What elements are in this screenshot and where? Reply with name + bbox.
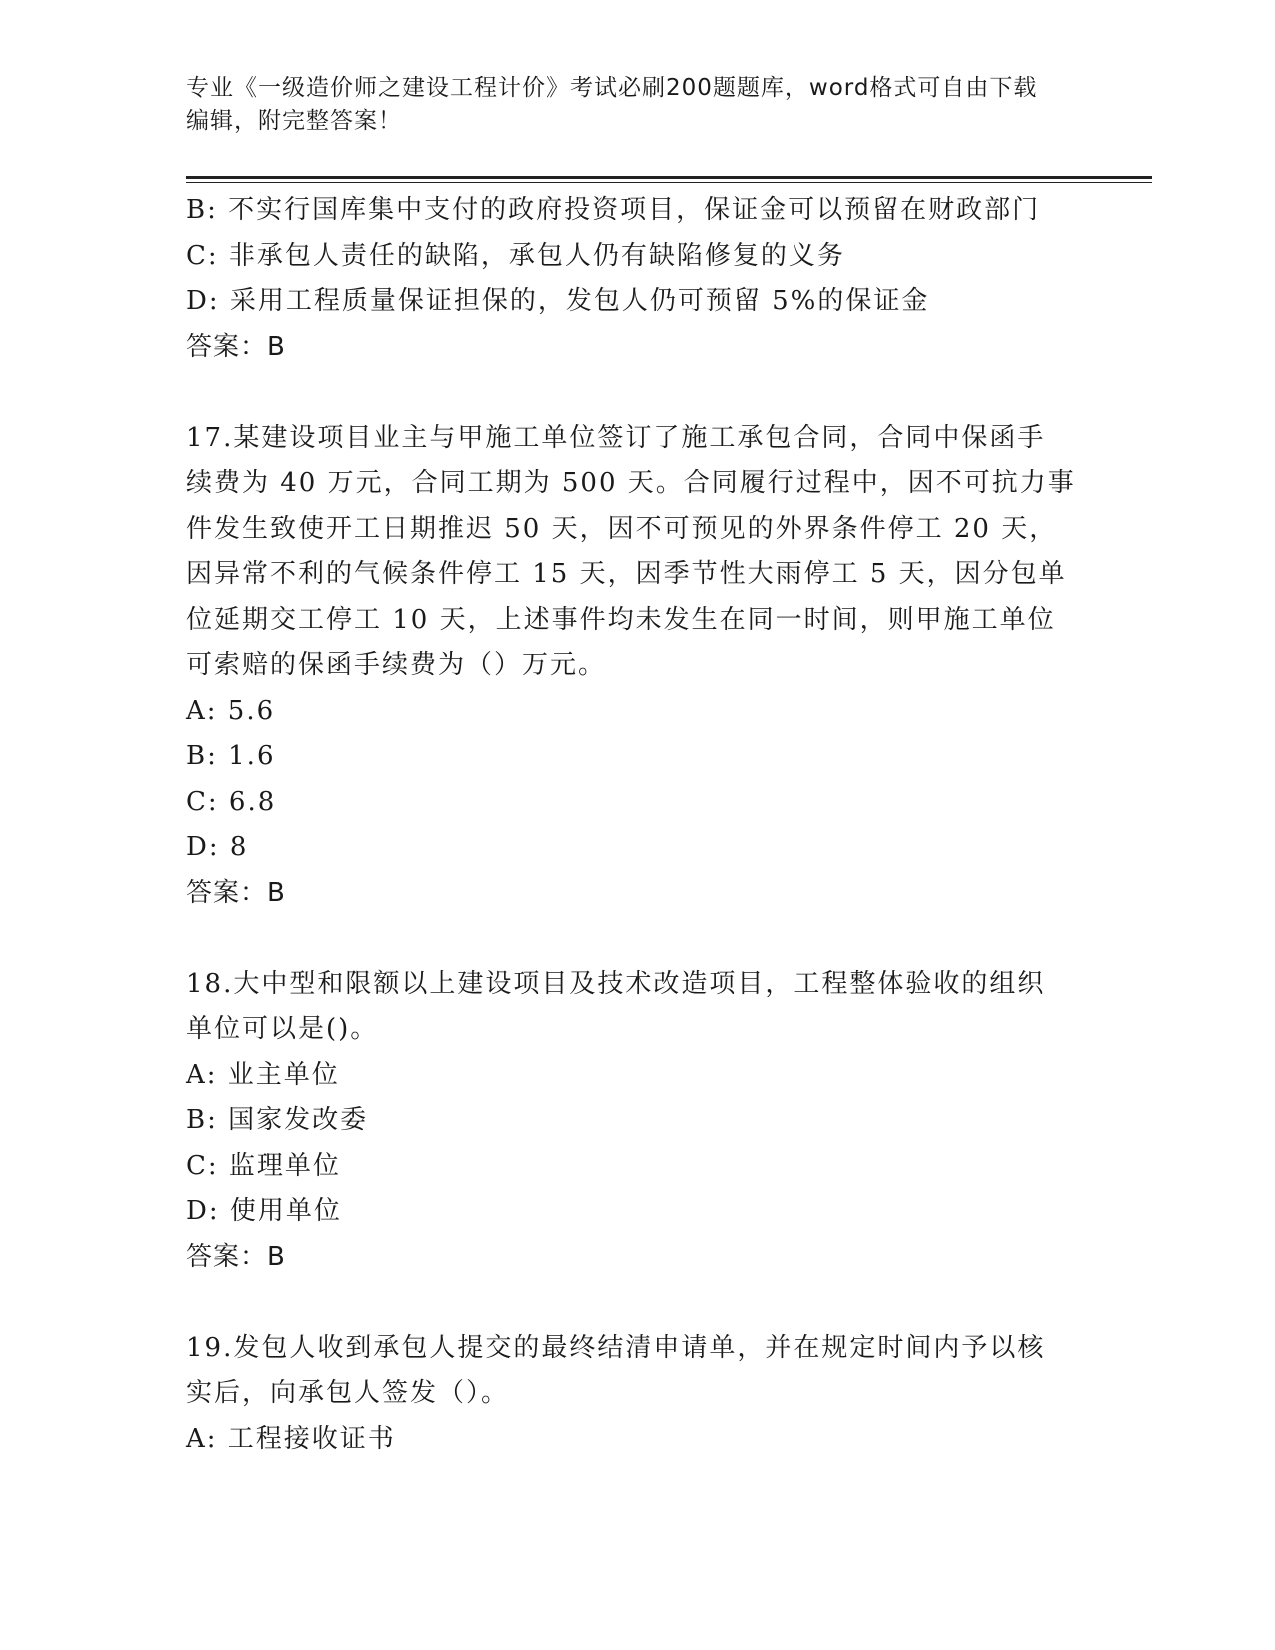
question-stem-line: 件发生致使开工日期推迟 50 天，因不可预见的外界条件停工 20 天， (186, 513, 1058, 544)
spacer (186, 370, 1086, 416)
question-stem-line: 位延期交工停工 10 天，上述事件均未发生在同一时间，则甲施工单位 (186, 604, 1056, 635)
question-stem-line: 续费为 40 万元，合同工期为 500 天。合同履行过程中，因不可抗力事 (186, 468, 1076, 498)
option-d: D: 使用单位 (186, 1196, 342, 1226)
answer: 答案：B (186, 331, 286, 362)
question-stem-line: 因异常不利的气候条件停工 15 天，因季节性大雨停工 5 天，因分包单 (186, 559, 1067, 589)
question-stem-line: 单位可以是()。 (186, 1014, 379, 1044)
question-18 (186, 962, 1086, 1281)
header-rule-thick (186, 176, 1152, 179)
header-line-2: 编辑，附完整答案！ (186, 108, 402, 134)
spacer (186, 916, 1086, 962)
answer: 答案：B (186, 1241, 286, 1272)
option-c: C: 6.8 (186, 786, 277, 817)
question-stem-line: 17.某建设项目业主与甲施工单位签订了施工承包合同，合同中保函手 (186, 422, 1046, 453)
header-rule-thin (186, 182, 1152, 183)
option-a: A: 业主单位 (186, 1059, 340, 1090)
option-b: B: 1.6 (186, 741, 276, 771)
spacer (186, 1280, 1086, 1326)
option-b: B: 国家发改委 (186, 1105, 369, 1135)
question-stem-line: 可索赔的保函手续费为（）万元。 (186, 650, 607, 680)
header-line-1: 专业《一级造价师之建设工程计价》考试必刷200题题库，word格式可自由下载 (186, 75, 1038, 101)
question-19 (186, 1326, 1086, 1463)
question-17 (186, 416, 1086, 917)
option-c: C: 非承包人责任的缺陷，承包人仍有缺陷修复的义务 (186, 240, 845, 271)
question-content (186, 188, 1086, 1462)
question-stem-line: 实后，向承包人签发（）。 (186, 1378, 510, 1408)
option-b: B: 不实行国库集中支付的政府投资项目，保证金可以预留在财政部门 (186, 195, 1041, 225)
option-c: C: 监理单位 (186, 1150, 341, 1181)
option-d: D: 8 (186, 832, 249, 862)
option-a: A: 5.6 (186, 695, 276, 726)
question-stem-line: 19.发包人收到承包人提交的最终结清申请单，并在规定时间内予以核 (186, 1332, 1046, 1363)
question-stem-line: 18.大中型和限额以上建设项目及技术改造项目，工程整体验收的组织 (186, 968, 1046, 999)
document-header (186, 72, 1066, 138)
option-a: A: 工程接收证书 (186, 1423, 396, 1454)
answer: 答案：B (186, 877, 286, 908)
option-d: D: 采用工程质量保证担保的，发包人仍可预留 5%的保证金 (186, 286, 930, 316)
previous-question-tail (186, 188, 1086, 370)
